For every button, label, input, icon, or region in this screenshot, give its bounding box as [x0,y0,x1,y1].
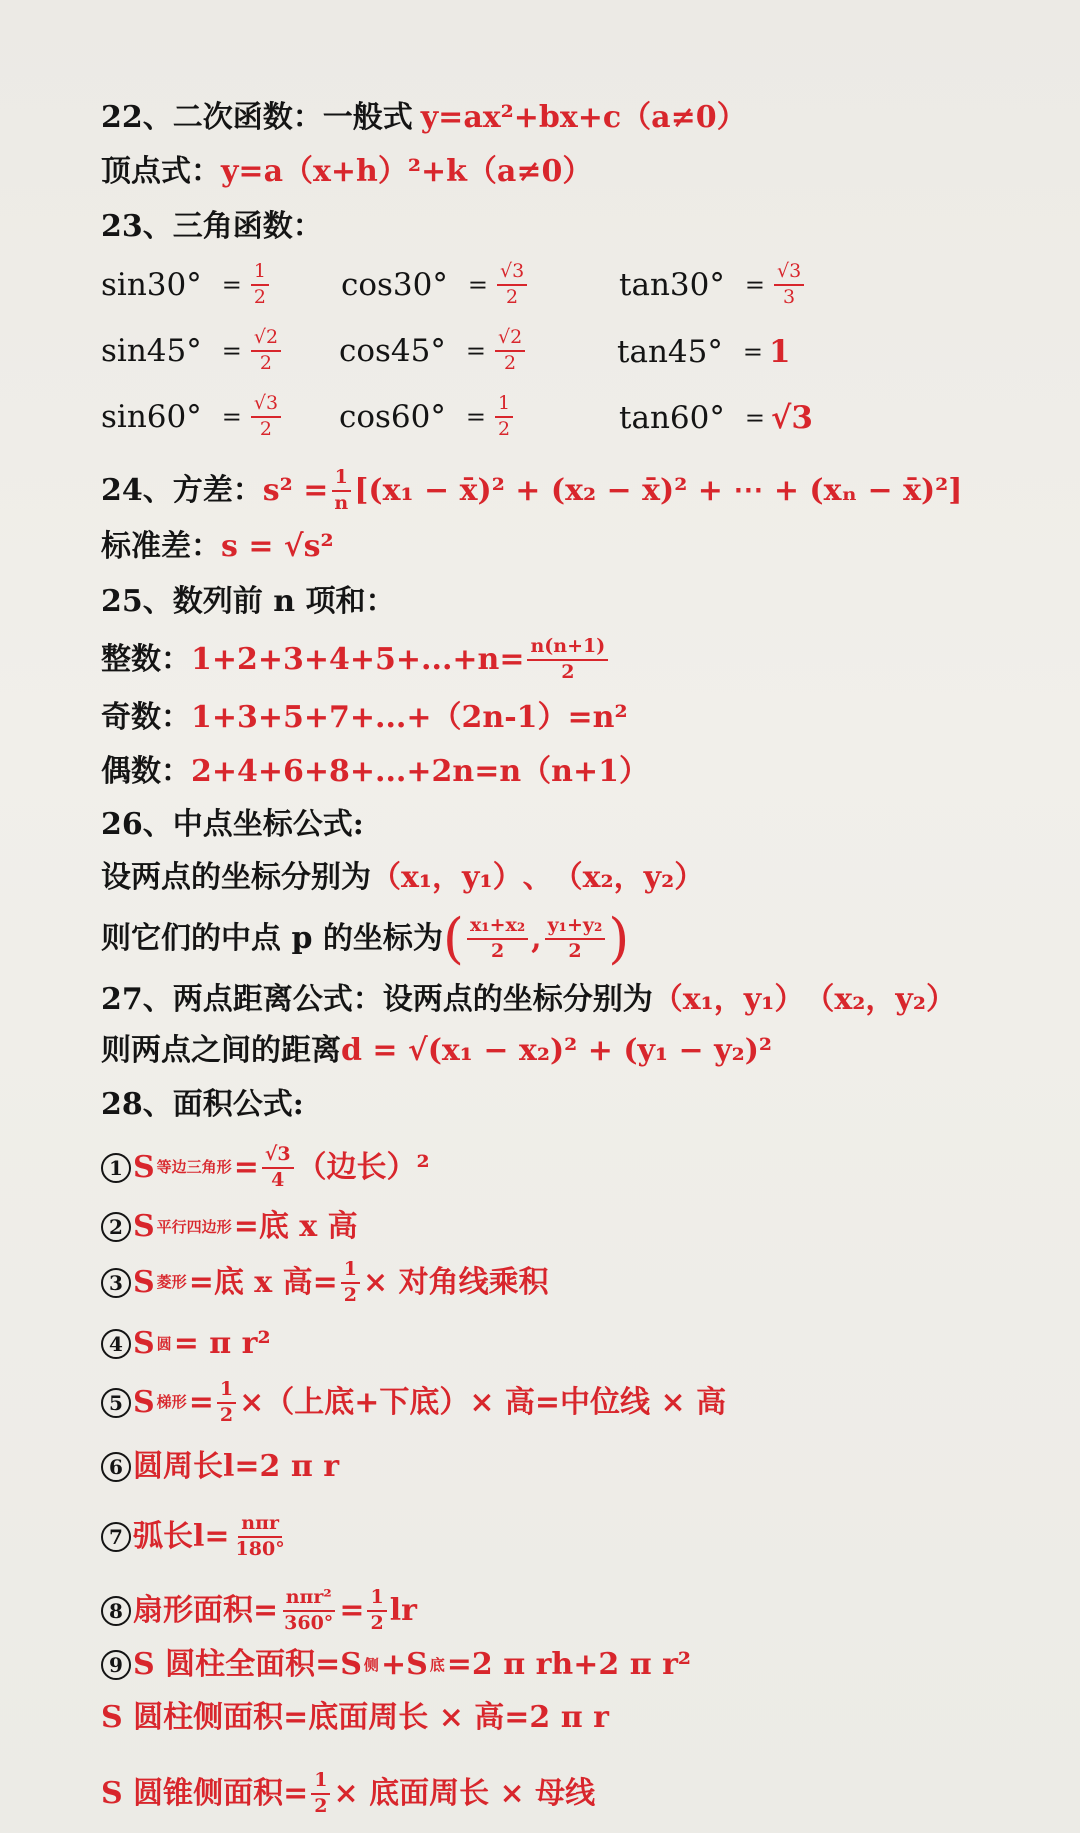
close-paren: ) [608,907,630,970]
frac-num: √3 [497,262,527,286]
subscript-side: 侧 [363,1655,379,1674]
separator: 、 [522,860,553,895]
frac-num: 1 [495,394,513,418]
vertex-form-row [101,154,1060,189]
arc-length-formula: l= [193,1518,230,1554]
sector-area-row [101,1588,1060,1634]
item-number-1: 1 [101,1153,131,1183]
distance-row [101,1033,1060,1068]
area-fraction [217,1380,236,1426]
trig-fn: tan30° [619,266,725,303]
area-formula: =底 x 高 [233,1209,358,1244]
frac-num: y₁+y₂ [545,916,606,940]
item-number-4: 4 [101,1329,131,1359]
even-sum-row [101,754,1060,789]
frac-den: 360° [284,1611,334,1634]
area-symbol: S [133,1326,155,1361]
vertex-form-label: 顶点式： [101,154,221,189]
frac-den: 2 [343,1283,357,1306]
midpoint-x-fraction [467,916,528,962]
item-number-9: 9 [101,1650,131,1680]
equals-sign: = [188,1384,214,1420]
cylinder-total-formula: =2 π rh+2 π r² [446,1647,692,1682]
midpoint-points-label: 设两点的坐标分别为 [101,860,371,895]
area-subscript: 等边三角形 [156,1158,232,1177]
midpoint-formula-label: 则它们的中点 p 的坐标为 [101,921,443,956]
integer-sum-formula: 1+2+3+4+5+...+n= [191,641,525,677]
equals-sign: = [465,336,486,365]
integer-sum-row [101,637,1060,683]
trig-fn: tan45° [617,334,723,370]
midpoint-formula-row [101,907,1060,970]
equals-sign: = [465,402,486,431]
frac-num: √3 [251,394,281,418]
item-number-8: 8 [101,1596,131,1626]
area-parallelogram [101,1209,1060,1244]
subscript-base: 底 [429,1655,445,1674]
trig-fn: cos60° [339,398,446,435]
midpoint-y-fraction [545,916,606,962]
vertex-form-formula: y=a（x+h）²+k（a≠0） [221,154,593,189]
frac-den: 2 [568,940,582,962]
plus-s: +S [380,1647,428,1682]
item-number-3: 3 [101,1268,131,1298]
std-dev-row [101,529,1060,564]
equals-sign: = [233,1149,259,1185]
equals-sign: = [744,404,765,432]
open-paren: ( [442,907,464,970]
section-22 [101,100,1060,135]
equals-sign: = [744,270,765,299]
equals-sign: = [742,338,763,366]
frac-den: 180° [235,1537,285,1560]
area-symbol: S [133,1149,155,1185]
trig-tan30 [619,262,807,308]
arc-length-label: 弧长 [133,1518,193,1554]
cone-lateral-formula: × 底面周长 × 母线 [333,1775,596,1811]
frac-den: 2 [504,351,517,374]
frac-num: 1 [311,1771,330,1795]
equals-sign: = [221,336,242,365]
trig-fn: tan60° [619,400,725,436]
section-26-heading: 26、中点坐标公式: [101,807,364,842]
trig-fn: sin60° [101,398,202,435]
frac-den: 2 [314,1794,328,1817]
frac-den: 4 [271,1168,285,1191]
frac-den: 2 [498,417,511,440]
cone-lateral-label: S 圆锥侧面积= [101,1775,309,1811]
area-symbol: S [133,1384,155,1420]
section-22-heading: 22、二次函数：一般式 [101,100,413,135]
area-circle [101,1326,1060,1361]
area-subscript: 平行四边形 [156,1217,232,1236]
integer-sum-fraction [527,637,608,683]
area-symbol: S [133,1264,155,1300]
area-formula: =底 x 高= [188,1264,338,1300]
even-sum-formula: 2+4+6+8+...+2n=n（n+1） [191,754,649,789]
section-28-heading: 28、面积公式: [101,1087,304,1122]
cylinder-lateral-formula: S 圆柱侧面积=底面周长 × 高=2 π r [101,1700,609,1735]
sector-fraction [281,1588,336,1634]
trig-value: 1 [768,334,791,370]
midpoint-points-row [101,860,1060,895]
area-subscript: 圆 [156,1334,172,1353]
equals-sign: = [221,270,242,299]
area-equilateral-triangle [101,1145,1060,1191]
area-trapezoid [101,1380,1060,1426]
frac-den: 2 [259,351,272,374]
equals-sign: = [339,1592,365,1628]
variance-lhs: s² = [262,472,329,508]
trig-sin60 [101,394,284,440]
area-formula-rest: × 对角线乘积 [362,1264,549,1300]
section-28 [101,1087,1060,1122]
frac-num: 1 [367,1588,386,1612]
trig-tan60 [619,400,813,436]
equals-sign: = [221,402,242,431]
circumference-row [101,1449,1060,1484]
frac-num: n(n+1) [527,637,608,661]
trig-fn: cos45° [339,332,446,369]
trig-value: √3 [770,400,813,436]
section-27 [101,982,1060,1017]
trig-value [495,328,525,374]
frac-den: 2 [490,940,505,962]
frac-num: x₁+x₂ [467,916,528,940]
item-number-5: 5 [101,1388,131,1418]
frac-den: 2 [561,660,575,683]
frac-num: 1 [341,1260,360,1284]
trig-cos30 [341,262,530,308]
frac-num: nπr² [283,1588,335,1612]
point-1: （x₁，y₁） [371,860,523,895]
frac-den: 3 [783,285,796,308]
point-2: （x₂，y₂） [804,982,956,1017]
quadratic-general-form: y=ax²+bx+c（a≠0） [420,100,747,135]
std-dev-label: 标准差： [101,529,221,564]
trig-sin45 [101,328,284,374]
trig-fn: sin45° [101,332,202,369]
frac-num: nπr [238,1514,282,1538]
arc-length-row [101,1514,1060,1560]
variance-fraction [331,468,351,514]
frac-num: 1 [217,1380,236,1404]
trig-sin30 [101,262,272,308]
area-subscript: 菱形 [156,1273,187,1292]
cone-fraction [311,1771,330,1817]
sector-area-label: 扇形面积= [133,1592,279,1628]
area-rhombus [101,1260,1060,1306]
std-dev-formula: s = √s² [221,529,334,564]
odd-sum-row [101,700,1060,735]
trig-fn: cos30° [341,266,448,303]
section-25-heading: 25、数列前 n 项和： [101,584,396,619]
section-27-heading: 27、两点距离公式：设两点的坐标分别为 [101,982,653,1017]
section-23 [101,209,1060,244]
area-subscript: 梯形 [156,1393,187,1412]
cylinder-total-label: S 圆柱全面积=S [133,1647,362,1682]
arc-length-fraction [233,1514,288,1560]
frac-num: √3 [774,262,804,286]
frac-den: 2 [259,417,272,440]
sector-area-formula: lr [389,1592,417,1628]
section-25 [101,584,1060,619]
cone-lateral-row [101,1771,1060,1817]
cylinder-total-area-row [101,1647,1060,1682]
area-formula: = π r² [173,1326,271,1361]
area-fraction [341,1260,360,1306]
frac-den: n [334,491,349,514]
frac-den: 2 [219,1403,234,1426]
section-24-heading: 24、方差： [101,472,263,508]
trig-value [251,394,281,440]
frac-num: √3 [262,1145,294,1169]
trig-fn: sin30° [101,266,202,303]
section-23-heading: 23、三角函数： [101,209,323,244]
item-number-6: 6 [101,1452,131,1482]
section-26 [101,807,1060,842]
trig-tan45 [617,334,791,370]
area-symbol: S [133,1209,155,1244]
point-2: （x₂，y₂） [552,860,705,895]
variance-rhs: [(x₁ − x̄)² + (x₂ − x̄)² + ⋯ + (xₙ − x̄)²] [354,472,963,508]
frac-den: 2 [506,285,519,308]
item-number-7: 7 [101,1522,131,1552]
point-1: （x₁，y₁） [652,982,805,1017]
frac-num: √2 [495,328,525,352]
area-fraction [262,1145,294,1191]
distance-formula: d = √(x₁ − x₂)² + (y₁ − y₂)² [341,1033,773,1068]
trig-value [251,328,281,374]
area-formula: ×（上底+下底）× 高=中位线 × 高 [239,1384,727,1420]
item-number-2: 2 [101,1212,131,1242]
equals-sign: = [467,270,488,299]
frac-num: 1 [332,468,351,492]
frac-num: √2 [251,328,281,352]
sector-half-fraction [367,1588,386,1634]
even-sum-label: 偶数： [101,754,191,789]
section-24 [101,468,1060,514]
area-formula: （边长）² [296,1149,430,1185]
circumference-formula: l=2 π r [223,1449,340,1484]
cylinder-lateral-row [101,1700,1060,1735]
comma: , [531,921,542,956]
trig-value [497,262,527,308]
trig-cos60 [339,394,516,440]
frac-num: 1 [251,262,269,286]
trig-cos45 [339,328,528,374]
frac-den: 2 [253,285,266,308]
frac-den: 2 [370,1611,384,1634]
integer-sum-label: 整数： [101,641,191,677]
trig-value [251,262,269,308]
trig-value [495,394,513,440]
circumference-label: 圆周长 [133,1449,223,1484]
trig-value [774,262,804,308]
distance-label: 则两点之间的距离 [101,1033,341,1068]
odd-sum-formula: 1+3+5+7+...+（2n-1）=n² [191,700,628,735]
odd-sum-label: 奇数： [101,700,191,735]
